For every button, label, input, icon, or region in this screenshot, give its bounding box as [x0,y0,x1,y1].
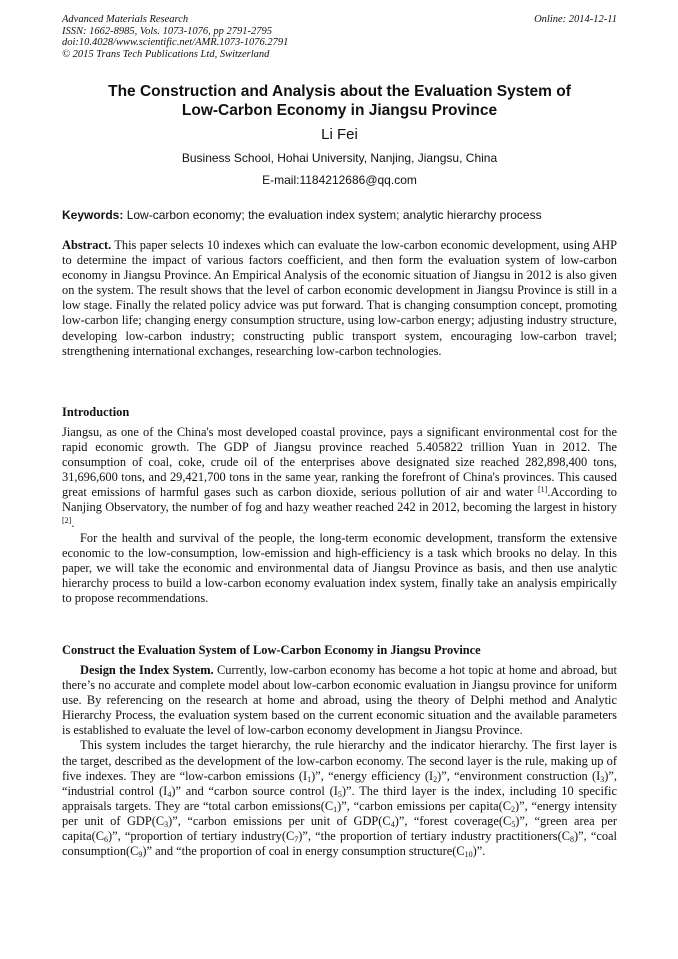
online-date: Online: 2014-12-11 [534,14,617,25]
system-paragraph [62,738,617,859]
sys-text: )”. [472,844,486,859]
sys-text: )” and “the proportion of coal in energy consumption structure(C [142,844,465,859]
sys-text: )”, “proportion of tertiary industry(C [107,829,295,844]
sys-text: )”. The third layer is the index, including 10 specific appraisals targets. They are “total carbon emissions(C [62,783,617,813]
citation-2: [2] [62,515,72,525]
subscript: 8 [569,835,574,845]
design-text: Currently, low-carbon economy has become a hot topic at home and abroad, but there’s no accurate and complete model about low-carbon economic evaluation in Jiangsu province for uniform use. By referencing on the research at home and abroad, using the theory of Delphi method and Analytic Hierarchy Process, the evaluation system based on the current economic situation and the available parameters is established to evaluate the level of low-carbon economy development in Jiangsu Province. [62,663,617,738]
sys-text: )”, “green area per capita(C [62,813,618,844]
intro-p1-text-a: Jiangsu, as one of the China's most developed coastal province, pays a significant environmental cost for the rapid economic growth. The GDP of Jiangsu province reached 5.405822 trillion Yuan in 2012. The consumption of coal, coke, crude oil of the enterprises above designated size reached 282,898,400 tons, 31,696,600 tons, and 29,421,700 tons in the same year, ranking the forefront of China's provinces. This caused great emissions of harmful gases such as carbon dioxide, serious pollution of air and water [62,425,617,500]
journal-doi: doi:10.4028/www.scientific.net/AMR.1073-1076.2791 [62,37,289,48]
keywords-label: Keywords: [62,208,124,222]
subscript: 1 [307,774,312,784]
subscript: 3 [600,774,605,784]
subscript: 5 [511,819,516,829]
keywords [62,208,617,223]
sys-text: )”, “environment construction (I [437,768,601,783]
sys-text: )”, “energy intensity per unit of GDP(C [62,798,617,828]
author-name: Li Fei [321,126,358,143]
journal-copyright: © 2015 Trans Tech Publications Ltd, Switzerland [62,48,270,60]
intro-p1-text-b: .According to Nanjing Observatory, the number of fog and hazy weather reached 242 in 2012, becoming the largest in history [62,485,617,515]
paper-title [62,82,617,120]
title-line-2: Low-Carbon Economy in Jiangsu Province [181,102,498,119]
sys-text: This system includes the target hierarchy, the rule hierarchy and the indicator hierarchy. The first layer is the target, described as the development of the low-carbon economy. The second layer is the rule, making up of five indexes. They are “low-carbon emissions (I [62,738,617,783]
subscript: 5 [337,789,342,799]
sys-text: )”, “carbon emissions per capita(C [337,798,511,813]
subscript: 4 [390,819,395,829]
sys-text: )”, “industrial control (I [62,768,617,798]
citation-1: [1] [537,485,548,495]
author-email: E-mail:1184212686@qq.com [262,173,417,187]
sys-text: )”, “the proportion of tertiary industry practitioners(C [298,829,570,844]
abstract-text: This paper selects 10 indexes which can evaluate the low-carbon economic development, using AHP to determine the impact of various factors coefficient, and then form the evaluation system of low-carbon economy in Jiangsu Province. An Empirical Analysis of the economic situation of Jiangsu in 2012 is also given on the system. The result shows that the level of carbon economic development in Jiangsu Province is still in a low stage. Finally the related policy advice was put forward. That is changing consumption concept, promoting low-carbon life; changing energy consumption structure, using low-carbon energy; adjusting industry structure, developing low-carbon industry; constructing public transport system, encouraging low-carbon travel; strengthening international exchanges, researching low-carbon technologies. [62,238,617,358]
subscript: 3 [164,819,169,829]
keywords-text: Low-carbon economy; the evaluation index system; analytic hierarchy process [123,208,542,222]
intro-p1-text-c: . [71,515,75,530]
design-label: Design the Index System. [80,663,214,677]
author-affiliation: Business School, Hohai University, Nanjing, Jiangsu, China [181,151,498,165]
subscript: 10 [464,850,473,860]
title-line-1: The Construction and Analysis about the Evaluation System of [108,83,571,100]
introduction-heading: Introduction [62,405,130,419]
design-paragraph [62,663,617,738]
section-heading: Construct the Evaluation System of Low-Carbon Economy in Jiangsu Province [62,643,481,657]
abstract [62,238,617,359]
subscript: 1 [333,804,338,814]
subscript: 9 [138,850,143,860]
sys-text: )”, “carbon emissions per unit of GDP(C [168,813,391,828]
abstract-label: Abstract. [62,238,112,252]
journal-issn: ISSN: 1662-8985, Vols. 1073-1076, pp 2791-2795 [62,25,272,37]
subscript: 2 [433,774,438,784]
subscript: 2 [510,804,515,814]
sys-text: )”, “energy efficiency (I [311,768,434,783]
sys-text: )”, “coal consumption(C [62,829,617,859]
subscript: 4 [167,789,172,799]
journal-name: Advanced Materials Research [62,14,189,25]
intro-paragraph-1 [62,425,617,531]
intro-paragraph-2: For the health and survival of the people, the long-term economic development, transform the extensive economic to the low-consumption, low-emission and high-efficiency is a task which brooks no delay. In this paper, we will take the economic and environmental data of Jiangsu Province as basis, and then use analytic hierarchy process to build a low-carbon economy evaluation index system, finally take an analysis empirically to propose recommendations. [62,530,617,606]
sys-text: )”, “forest coverage(C [394,813,512,828]
subscript: 6 [103,835,108,845]
journal-header [62,14,617,60]
subscript: 7 [294,835,299,845]
section-body [62,663,617,859]
introduction-body [62,425,617,606]
sys-text: )” and “carbon source control (I [171,783,338,798]
